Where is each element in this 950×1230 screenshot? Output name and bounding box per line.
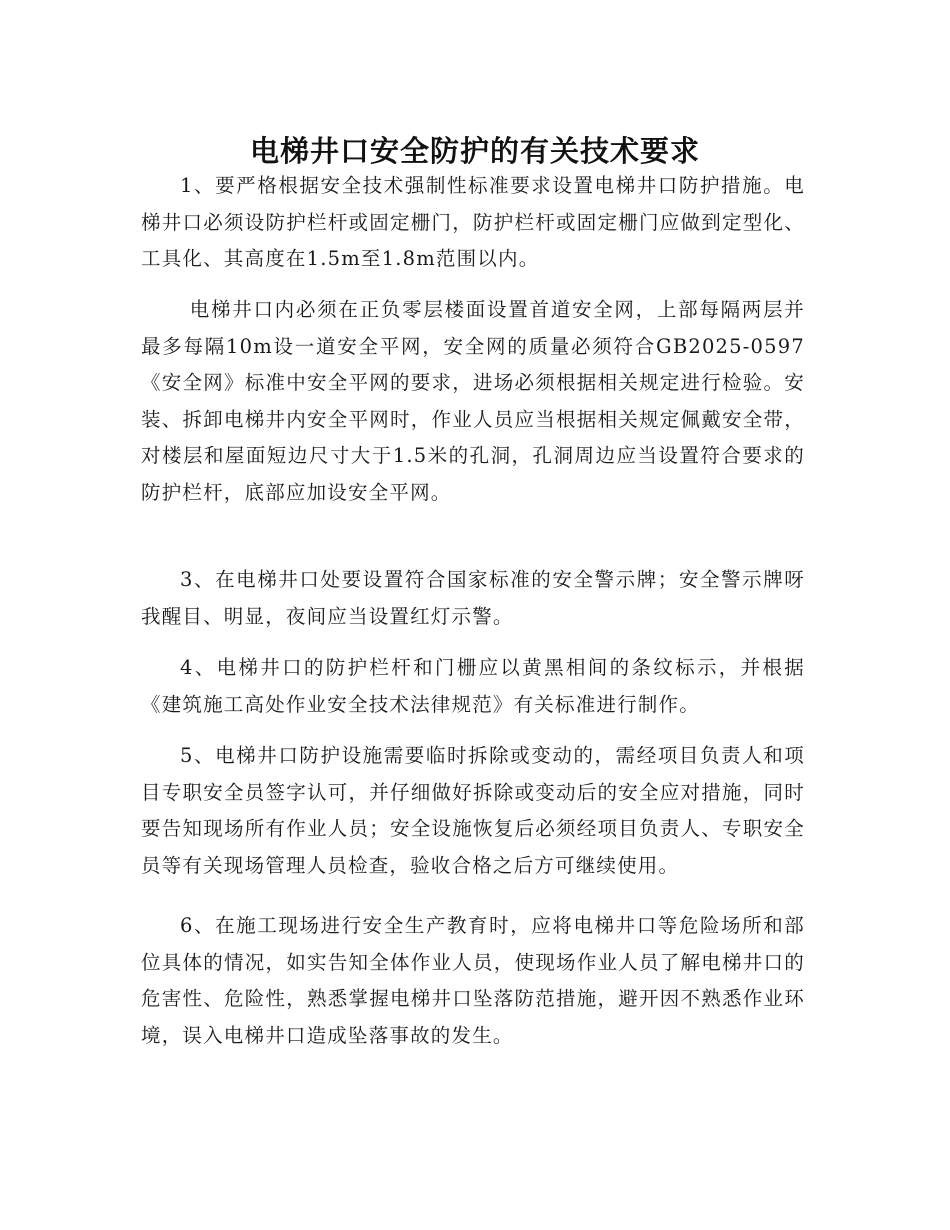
paragraph-4: 4、电梯井口的防护栏杆和门栅应以黄黑相间的条纹标示，并根据《建筑施工高处作业安全技术法律规范》有关标准进行制作。 <box>141 656 805 716</box>
paragraph-6: 6、在施工现场进行安全生产教育时，应将电梯井口等危险场所和部位具体的情况，如实告知全体作业人员，使现场作业人员了解电梯井口的危害性、危险性，熟悉掌握电梯井口坠落防范措施，避开因不熟悉作业环境，误入电梯井口造成坠落事故的发生。 <box>141 914 805 1047</box>
page-title: 电梯井口安全防护的有关技术要求 <box>249 134 700 169</box>
paragraph-1: 1、要严格根据安全技术强制性标准要求设置电梯井口防护措施。电梯井口必须设防护栏杆或固定栅门，防护栏杆或固定栅门应做到定型化、工具化、其高度在1.5m至1.8m范围以内。 <box>141 174 805 270</box>
paragraph-3: 3、在电梯井口处要设置符合国家标准的安全警示牌；安全警示牌呀我醒目、明显，夜间应当设置红灯示警。 <box>141 568 805 628</box>
paragraph-2: 电梯井口内必须在正负零层楼面设置首道安全网，上部每隔两层并最多每隔10m设一道安全平网，安全网的质量必须符合GB2025-0597《安全网》标准中安全平网的要求，进场必须根据相关规定进行检验。安装、拆卸电梯井内安全平网时，作业人员应当根据相关规定佩戴安全带，对楼层和屋面短边尺寸大于1.5米的孔洞，孔洞周边应当设置符合要求的防护栏杆，底部应加设安全平网。 <box>141 298 805 504</box>
paragraph-5: 5、电梯井口防护设施需要临时拆除或变动的，需经项目负责人和项目专职安全员签字认可，并仔细做好拆除或变动后的安全应对措施，同时要告知现场所有作业人员；安全设施恢复后必须经项目负责人、专职安全员等有关现场管理人员检查，验收合格之后方可继续使用。 <box>141 744 805 877</box>
